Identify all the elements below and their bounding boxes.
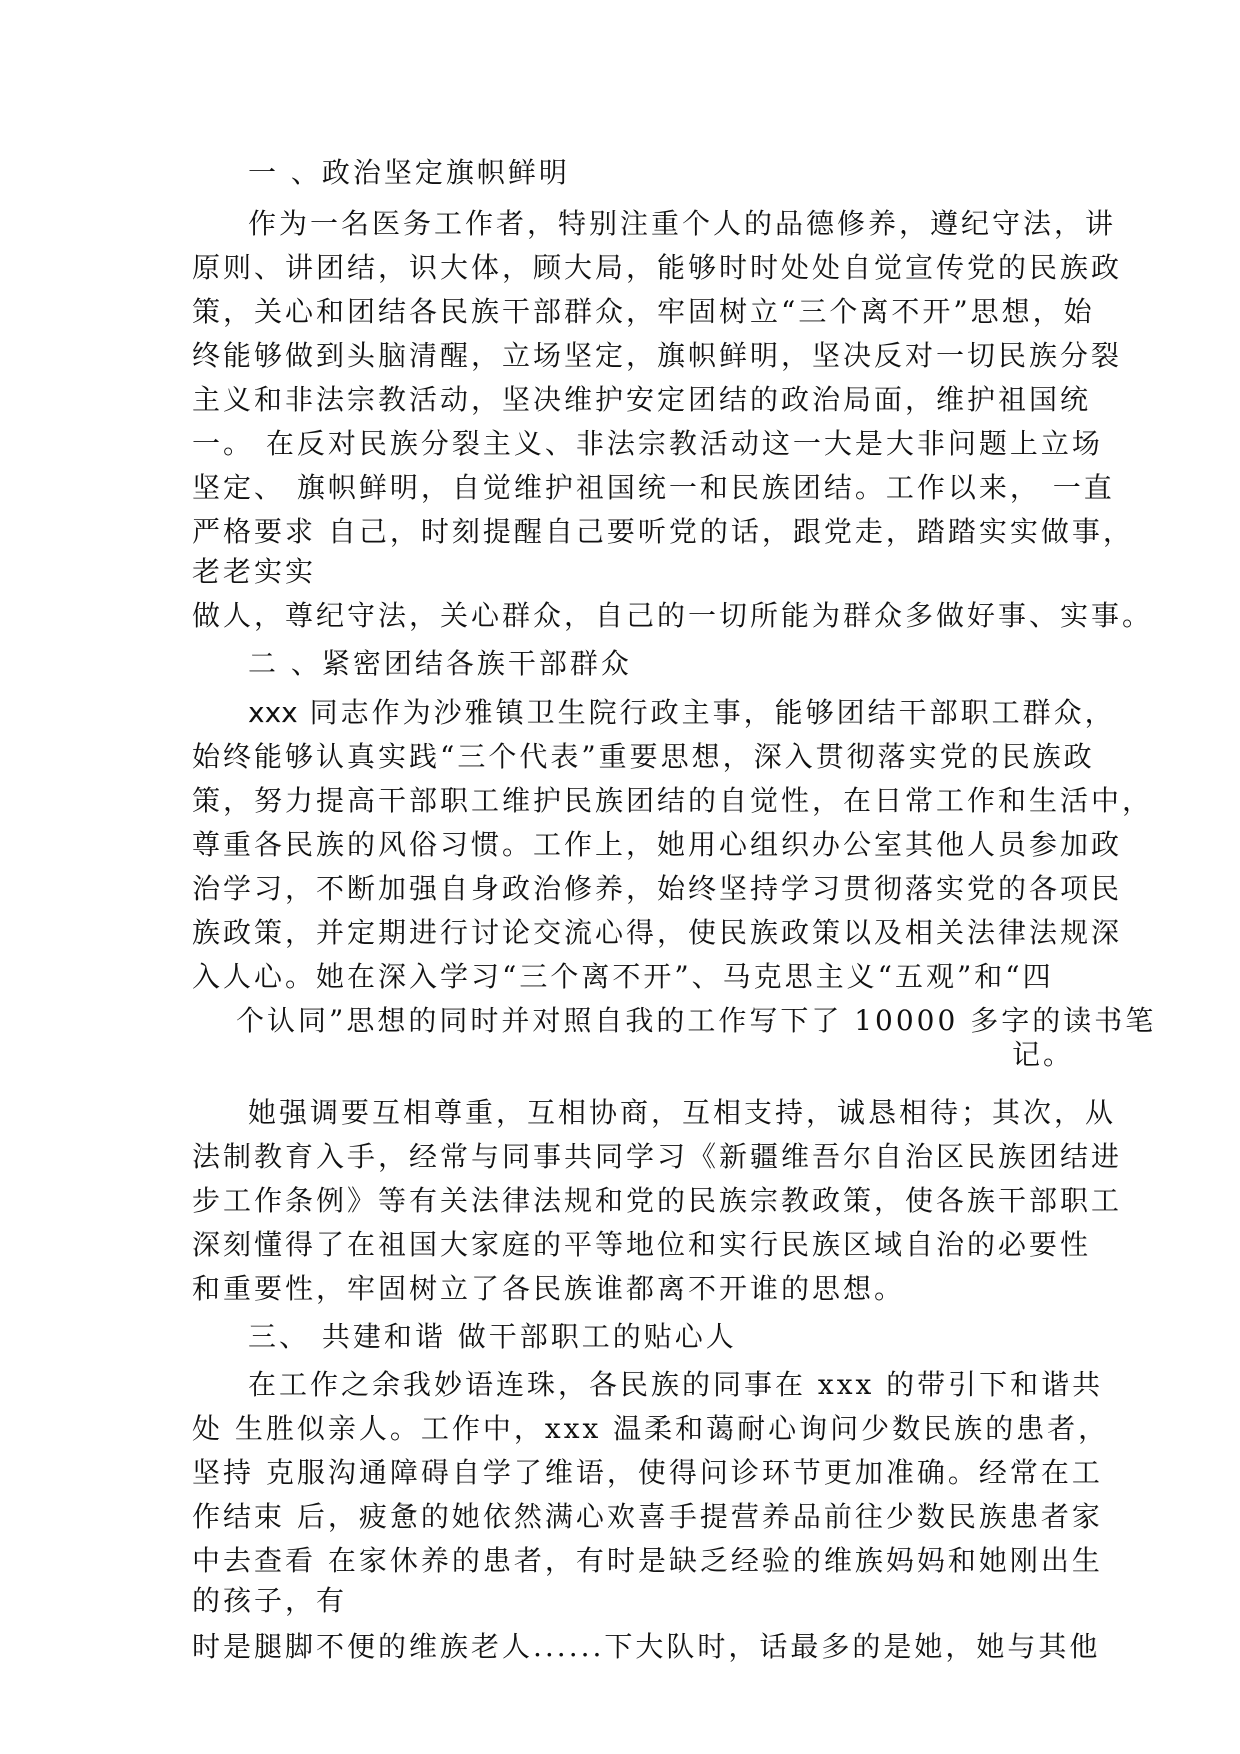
paragraph-line: 的孩子，有 <box>192 1584 348 1617</box>
paragraph-line: 始终能够认真实践“三个代表”重要思想，深入贯彻落实党的民族政 <box>192 740 1095 773</box>
paragraph-line: 主义和非法宗教活动，坚决维护安定团结的政治局面，维护祖国统 <box>192 383 1092 416</box>
paragraph-line: 在工作之余我妙语连珠，各民族的同事在 xxx 的带引下和谐共 <box>248 1368 1104 1401</box>
section-heading-2: 二 、紧密团结各族干部群众 <box>248 647 632 680</box>
paragraph-line: 作为一名医务工作者，特别注重个人的品德修养，遵纪守法，讲 <box>248 207 1117 240</box>
paragraph-line: 一。 在反对民族分裂主义、非法宗教活动这一大是大非问题上立场 <box>192 427 1103 460</box>
person-name: xxx <box>248 696 298 729</box>
paragraph-line: 治学习，不断加强自身政治修养，始终坚持学习贯彻落实党的各项民 <box>192 872 1123 905</box>
paragraph-line: 策，努力提高干部职工维护民族团结的自觉性，在日常工作和生活中， <box>192 784 1154 817</box>
paragraph-line-text: 同志作为沙雅镇卫生院行政主事，能够团结干部职工群众， <box>297 696 1116 729</box>
paragraph-line: 处 生胜似亲人。工作中，xxx 温柔和蔼耐心询问少数民族的患者， <box>192 1412 1110 1445</box>
paragraph-line: 做人，尊纪守法，关心群众，自己的一切所能为群众多做好事、实事。 <box>192 599 1154 632</box>
section-heading-1: 一 、政治坚定旗帜鲜明 <box>248 156 570 189</box>
paragraph-line: 策，关心和团结各民族干部群众，牢固树立“三个离不开”思想，始 <box>192 295 1095 328</box>
section-heading-3: 三、 共建和谐 做干部职工的贴心人 <box>248 1320 737 1353</box>
paragraph-line: 中去查看 在家休养的患者，有时是缺乏经验的维族妈妈和她刚出生 <box>192 1544 1103 1577</box>
paragraph-line: 严格要求 自己，时刻提醒自己要听党的话，跟党走，踏踏实实做事， <box>192 515 1134 548</box>
paragraph-line: 她强调要互相尊重，互相协商，互相支持，诚恳相待；其次，从 <box>248 1096 1117 1129</box>
paragraph-line: 入人心。她在深入学习“三个离不开”、马克思主义“五观”和“四 <box>192 960 1054 993</box>
paragraph-line <box>248 694 1116 732</box>
paragraph-line: 原则、讲团结，识大体，顾大局，能够时时处处自觉宣传党的民族政 <box>192 251 1123 284</box>
paragraph-line: 和重要性，牢固树立了各民族谁都离不开谁的思想。 <box>192 1272 906 1305</box>
paragraph-line: 坚持 克服沟通障碍自学了维语，使得问诊环节更加准确。经常在工 <box>192 1456 1103 1489</box>
paragraph-line: 步工作条例》等有关法律法规和党的民族宗教政策，使各族干部职工 <box>192 1184 1123 1217</box>
paragraph-line: 老老实实 <box>192 555 317 588</box>
paragraph-line: 法制教育入手，经常与同事共同学习《新疆维吾尔自治区民族团结进 <box>192 1140 1123 1173</box>
paragraph-line: 族政策，并定期进行讨论交流心得，使民族政策以及相关法律法规深 <box>192 916 1123 949</box>
paragraph-line: 时是腿脚不便的维族老人......下大队时，话最多的是她，她与其他 <box>192 1630 1101 1663</box>
paragraph-line: 个认同”思想的同时并对照自我的工作写下了 10000 多字的读书笔 <box>236 1004 1157 1037</box>
paragraph-line: 坚定、 旗帜鲜明，自觉维护祖国统一和民族团结。工作以来， 一直 <box>192 471 1115 504</box>
paragraph-line: 作结束 后，疲惫的她依然满心欢喜手提营养品前往少数民族患者家 <box>192 1500 1103 1533</box>
paragraph-line: 记。 <box>1012 1038 1075 1071</box>
paragraph-line: 尊重各民族的风俗习惯。工作上，她用心组织办公室其他人员参加政 <box>192 828 1123 861</box>
paragraph-line: 深刻懂得了在祖国大家庭的平等地位和实行民族区域自治的必要性 <box>192 1228 1092 1261</box>
paragraph-line: 终能够做到头脑清醒，立场坚定，旗帜鲜明，坚决反对一切民族分裂 <box>192 339 1123 372</box>
